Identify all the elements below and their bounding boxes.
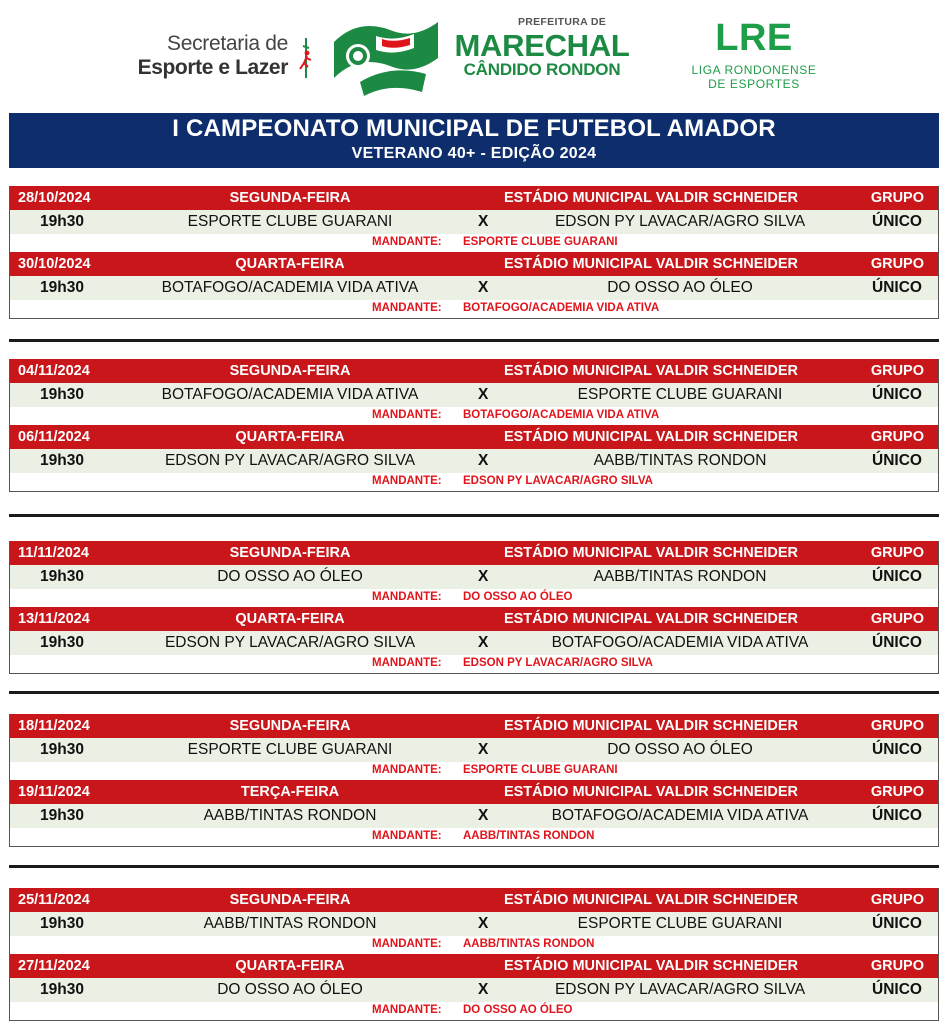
mandante-row <box>10 407 938 425</box>
mandante-row <box>10 234 938 252</box>
mandante-label: MANDANTE: <box>372 475 442 487</box>
mandante-team: EDSON PY LAVACAR/AGRO SILVA <box>463 475 653 487</box>
group-header: GRUPO <box>870 190 924 206</box>
match-time: 19h30 <box>40 568 84 585</box>
match-group: ÚNICO <box>872 386 922 403</box>
match-header-row <box>10 954 938 978</box>
match-row <box>10 738 938 762</box>
match-weekday: SEGUNDA-FEIRA <box>229 892 351 908</box>
match-date: 18/11/2024 <box>18 718 90 734</box>
match-group: ÚNICO <box>872 915 922 932</box>
runner-icon <box>294 36 318 80</box>
mandante-team: ESPORTE CLUBE GUARANI <box>463 236 618 248</box>
away-team: AABB/TINTAS RONDON <box>593 452 767 469</box>
versus-mark: X <box>478 807 489 824</box>
away-team: EDSON PY LAVACAR/AGRO SILVA <box>554 981 806 998</box>
versus-mark: X <box>478 568 489 585</box>
group-header: GRUPO <box>870 718 924 734</box>
mandante-row <box>10 589 938 607</box>
away-team: AABB/TINTAS RONDON <box>593 568 767 585</box>
match-header-row <box>10 780 938 804</box>
home-team: BOTAFOGO/ACADEMIA VIDA ATIVA <box>161 279 419 296</box>
championship-title: I CAMPEONATO MUNICIPAL DE FUTEBOL AMADOR <box>172 115 776 142</box>
match-time: 19h30 <box>40 807 84 824</box>
match-group: ÚNICO <box>872 279 922 296</box>
mandante-team: DO OSSO AO ÓLEO <box>463 591 573 603</box>
away-team: DO OSSO AO ÓLEO <box>607 741 753 758</box>
match-weekday: QUARTA-FEIRA <box>235 429 345 445</box>
week-block <box>9 541 939 674</box>
secretaria-logo <box>110 30 320 80</box>
mandante-team: ESPORTE CLUBE GUARANI <box>463 764 618 776</box>
match-date: 27/11/2024 <box>18 958 90 974</box>
prefeitura-sub-text: CÂNDIDO RONDON <box>463 60 621 79</box>
group-header: GRUPO <box>870 545 924 561</box>
lre-logo <box>672 18 836 98</box>
match-venue: ESTÁDIO MUNICIPAL VALDIR SCHNEIDER <box>503 958 799 974</box>
versus-mark: X <box>478 386 489 403</box>
versus-mark: X <box>478 279 489 296</box>
mandante-label: MANDANTE: <box>372 830 442 842</box>
mandante-label: MANDANTE: <box>372 657 442 669</box>
home-team: DO OSSO AO ÓLEO <box>217 981 363 998</box>
mandante-team: DO OSSO AO ÓLEO <box>463 1004 573 1016</box>
match-time: 19h30 <box>40 213 84 230</box>
match-weekday: QUARTA-FEIRA <box>235 256 345 272</box>
header-logos <box>0 0 948 108</box>
group-header: GRUPO <box>870 958 924 974</box>
match-venue: ESTÁDIO MUNICIPAL VALDIR SCHNEIDER <box>503 190 799 206</box>
mandante-team: AABB/TINTAS RONDON <box>463 938 595 950</box>
match-date: 19/11/2024 <box>18 784 90 800</box>
versus-mark: X <box>478 981 489 998</box>
week-separator <box>9 691 939 694</box>
week-separator <box>9 514 939 517</box>
prefeitura-big-text: MARECHAL <box>454 28 630 63</box>
match-row <box>10 565 938 589</box>
match-weekday: SEGUNDA-FEIRA <box>229 363 351 379</box>
lre-title: LRE <box>715 17 793 59</box>
match-row <box>10 912 938 936</box>
home-team: BOTAFOGO/ACADEMIA VIDA ATIVA <box>161 386 419 403</box>
match-venue: ESTÁDIO MUNICIPAL VALDIR SCHNEIDER <box>503 718 799 734</box>
mandante-row <box>10 828 938 846</box>
match-time: 19h30 <box>40 452 84 469</box>
mandante-team: BOTAFOGO/ACADEMIA VIDA ATIVA <box>463 409 660 421</box>
mandante-row <box>10 473 938 491</box>
match-time: 19h30 <box>40 279 84 296</box>
match-row <box>10 804 938 828</box>
match-time: 19h30 <box>40 915 84 932</box>
mandante-label: MANDANTE: <box>372 409 442 421</box>
mandante-row <box>10 655 938 673</box>
match-weekday: TERÇA-FEIRA <box>240 784 340 800</box>
match-weekday: QUARTA-FEIRA <box>235 611 345 627</box>
match-date: 28/10/2024 <box>18 190 91 206</box>
match-time: 19h30 <box>40 386 84 403</box>
match-header-row <box>10 714 938 738</box>
week-separator <box>9 339 939 342</box>
match-date: 25/11/2024 <box>18 892 90 908</box>
match-row <box>10 449 938 473</box>
mandante-label: MANDANTE: <box>372 938 442 950</box>
week-block <box>9 714 939 847</box>
group-header: GRUPO <box>870 892 924 908</box>
mandante-row <box>10 1002 938 1020</box>
match-time: 19h30 <box>40 634 84 651</box>
match-header-row <box>10 888 938 912</box>
home-team: EDSON PY LAVACAR/AGRO SILVA <box>164 634 416 651</box>
match-venue: ESTÁDIO MUNICIPAL VALDIR SCHNEIDER <box>503 611 799 627</box>
away-team: BOTAFOGO/ACADEMIA VIDA ATIVA <box>551 807 809 824</box>
match-venue: ESTÁDIO MUNICIPAL VALDIR SCHNEIDER <box>503 256 799 272</box>
week-block <box>9 888 939 1021</box>
marechal-flag-icon <box>330 12 442 98</box>
home-team: DO OSSO AO ÓLEO <box>217 568 363 585</box>
mandante-row <box>10 300 938 318</box>
home-team: AABB/TINTAS RONDON <box>203 915 377 932</box>
away-team: ESPORTE CLUBE GUARANI <box>577 386 783 403</box>
match-header-row <box>10 252 938 276</box>
versus-mark: X <box>478 213 489 230</box>
match-row <box>10 210 938 234</box>
match-header-row <box>10 425 938 449</box>
match-group: ÚNICO <box>872 634 922 651</box>
match-date: 06/11/2024 <box>18 429 90 445</box>
match-weekday: SEGUNDA-FEIRA <box>229 718 351 734</box>
match-weekday: SEGUNDA-FEIRA <box>229 545 351 561</box>
match-weekday: QUARTA-FEIRA <box>235 958 345 974</box>
match-header-row <box>10 607 938 631</box>
match-venue: ESTÁDIO MUNICIPAL VALDIR SCHNEIDER <box>503 363 799 379</box>
versus-mark: X <box>478 634 489 651</box>
mandante-team: EDSON PY LAVACAR/AGRO SILVA <box>463 657 653 669</box>
week-block <box>9 186 939 319</box>
secretaria-line2: Esporte e Lazer <box>137 56 288 79</box>
lre-subtitle-line1: LIGA RONDONENSE <box>691 63 817 77</box>
match-weekday: SEGUNDA-FEIRA <box>229 190 351 206</box>
match-time: 19h30 <box>40 981 84 998</box>
versus-mark: X <box>478 452 489 469</box>
mandante-label: MANDANTE: <box>372 764 442 776</box>
match-date: 04/11/2024 <box>18 363 90 379</box>
match-venue: ESTÁDIO MUNICIPAL VALDIR SCHNEIDER <box>503 784 799 800</box>
match-venue: ESTÁDIO MUNICIPAL VALDIR SCHNEIDER <box>503 892 799 908</box>
match-header-row <box>10 541 938 565</box>
week-separator <box>9 865 939 868</box>
match-date: 30/10/2024 <box>18 256 91 272</box>
prefeitura-logo <box>446 16 638 82</box>
home-team: ESPORTE CLUBE GUARANI <box>187 741 393 758</box>
home-team: EDSON PY LAVACAR/AGRO SILVA <box>164 452 416 469</box>
home-team: AABB/TINTAS RONDON <box>203 807 377 824</box>
match-row <box>10 383 938 407</box>
versus-mark: X <box>478 915 489 932</box>
lre-subtitle-line2: DE ESPORTES <box>708 77 800 91</box>
match-header-row <box>10 359 938 383</box>
match-group: ÚNICO <box>872 213 922 230</box>
home-team: ESPORTE CLUBE GUARANI <box>187 213 393 230</box>
match-group: ÚNICO <box>872 981 922 998</box>
match-row <box>10 631 938 655</box>
title-banner <box>9 113 939 168</box>
match-row <box>10 978 938 1002</box>
prefeitura-small-text: PREFEITURA DE <box>517 16 607 28</box>
group-header: GRUPO <box>870 611 924 627</box>
week-block <box>9 359 939 492</box>
match-date: 11/11/2024 <box>18 545 89 561</box>
mandante-label: MANDANTE: <box>372 591 442 603</box>
match-group: ÚNICO <box>872 741 922 758</box>
match-group: ÚNICO <box>872 452 922 469</box>
away-team: BOTAFOGO/ACADEMIA VIDA ATIVA <box>551 634 809 651</box>
mandante-row <box>10 936 938 954</box>
secretaria-line1: Secretaria de <box>166 32 288 55</box>
mandante-row <box>10 762 938 780</box>
group-header: GRUPO <box>870 784 924 800</box>
group-header: GRUPO <box>870 256 924 272</box>
match-venue: ESTÁDIO MUNICIPAL VALDIR SCHNEIDER <box>503 429 799 445</box>
away-team: ESPORTE CLUBE GUARANI <box>577 915 783 932</box>
mandante-label: MANDANTE: <box>372 1004 442 1016</box>
match-date: 13/11/2024 <box>18 611 90 627</box>
versus-mark: X <box>478 741 489 758</box>
match-time: 19h30 <box>40 741 84 758</box>
mandante-team: AABB/TINTAS RONDON <box>463 830 595 842</box>
match-venue: ESTÁDIO MUNICIPAL VALDIR SCHNEIDER <box>503 545 799 561</box>
match-header-row <box>10 186 938 210</box>
match-row <box>10 276 938 300</box>
away-team: DO OSSO AO ÓLEO <box>607 279 753 296</box>
championship-subtitle: VETERANO 40+ - EDIÇÃO 2024 <box>351 145 597 162</box>
match-group: ÚNICO <box>872 807 922 824</box>
mandante-team: BOTAFOGO/ACADEMIA VIDA ATIVA <box>463 302 660 314</box>
group-header: GRUPO <box>870 429 924 445</box>
group-header: GRUPO <box>870 363 924 379</box>
mandante-label: MANDANTE: <box>372 302 442 314</box>
match-group: ÚNICO <box>872 568 922 585</box>
away-team: EDSON PY LAVACAR/AGRO SILVA <box>554 213 806 230</box>
mandante-label: MANDANTE: <box>372 236 442 248</box>
